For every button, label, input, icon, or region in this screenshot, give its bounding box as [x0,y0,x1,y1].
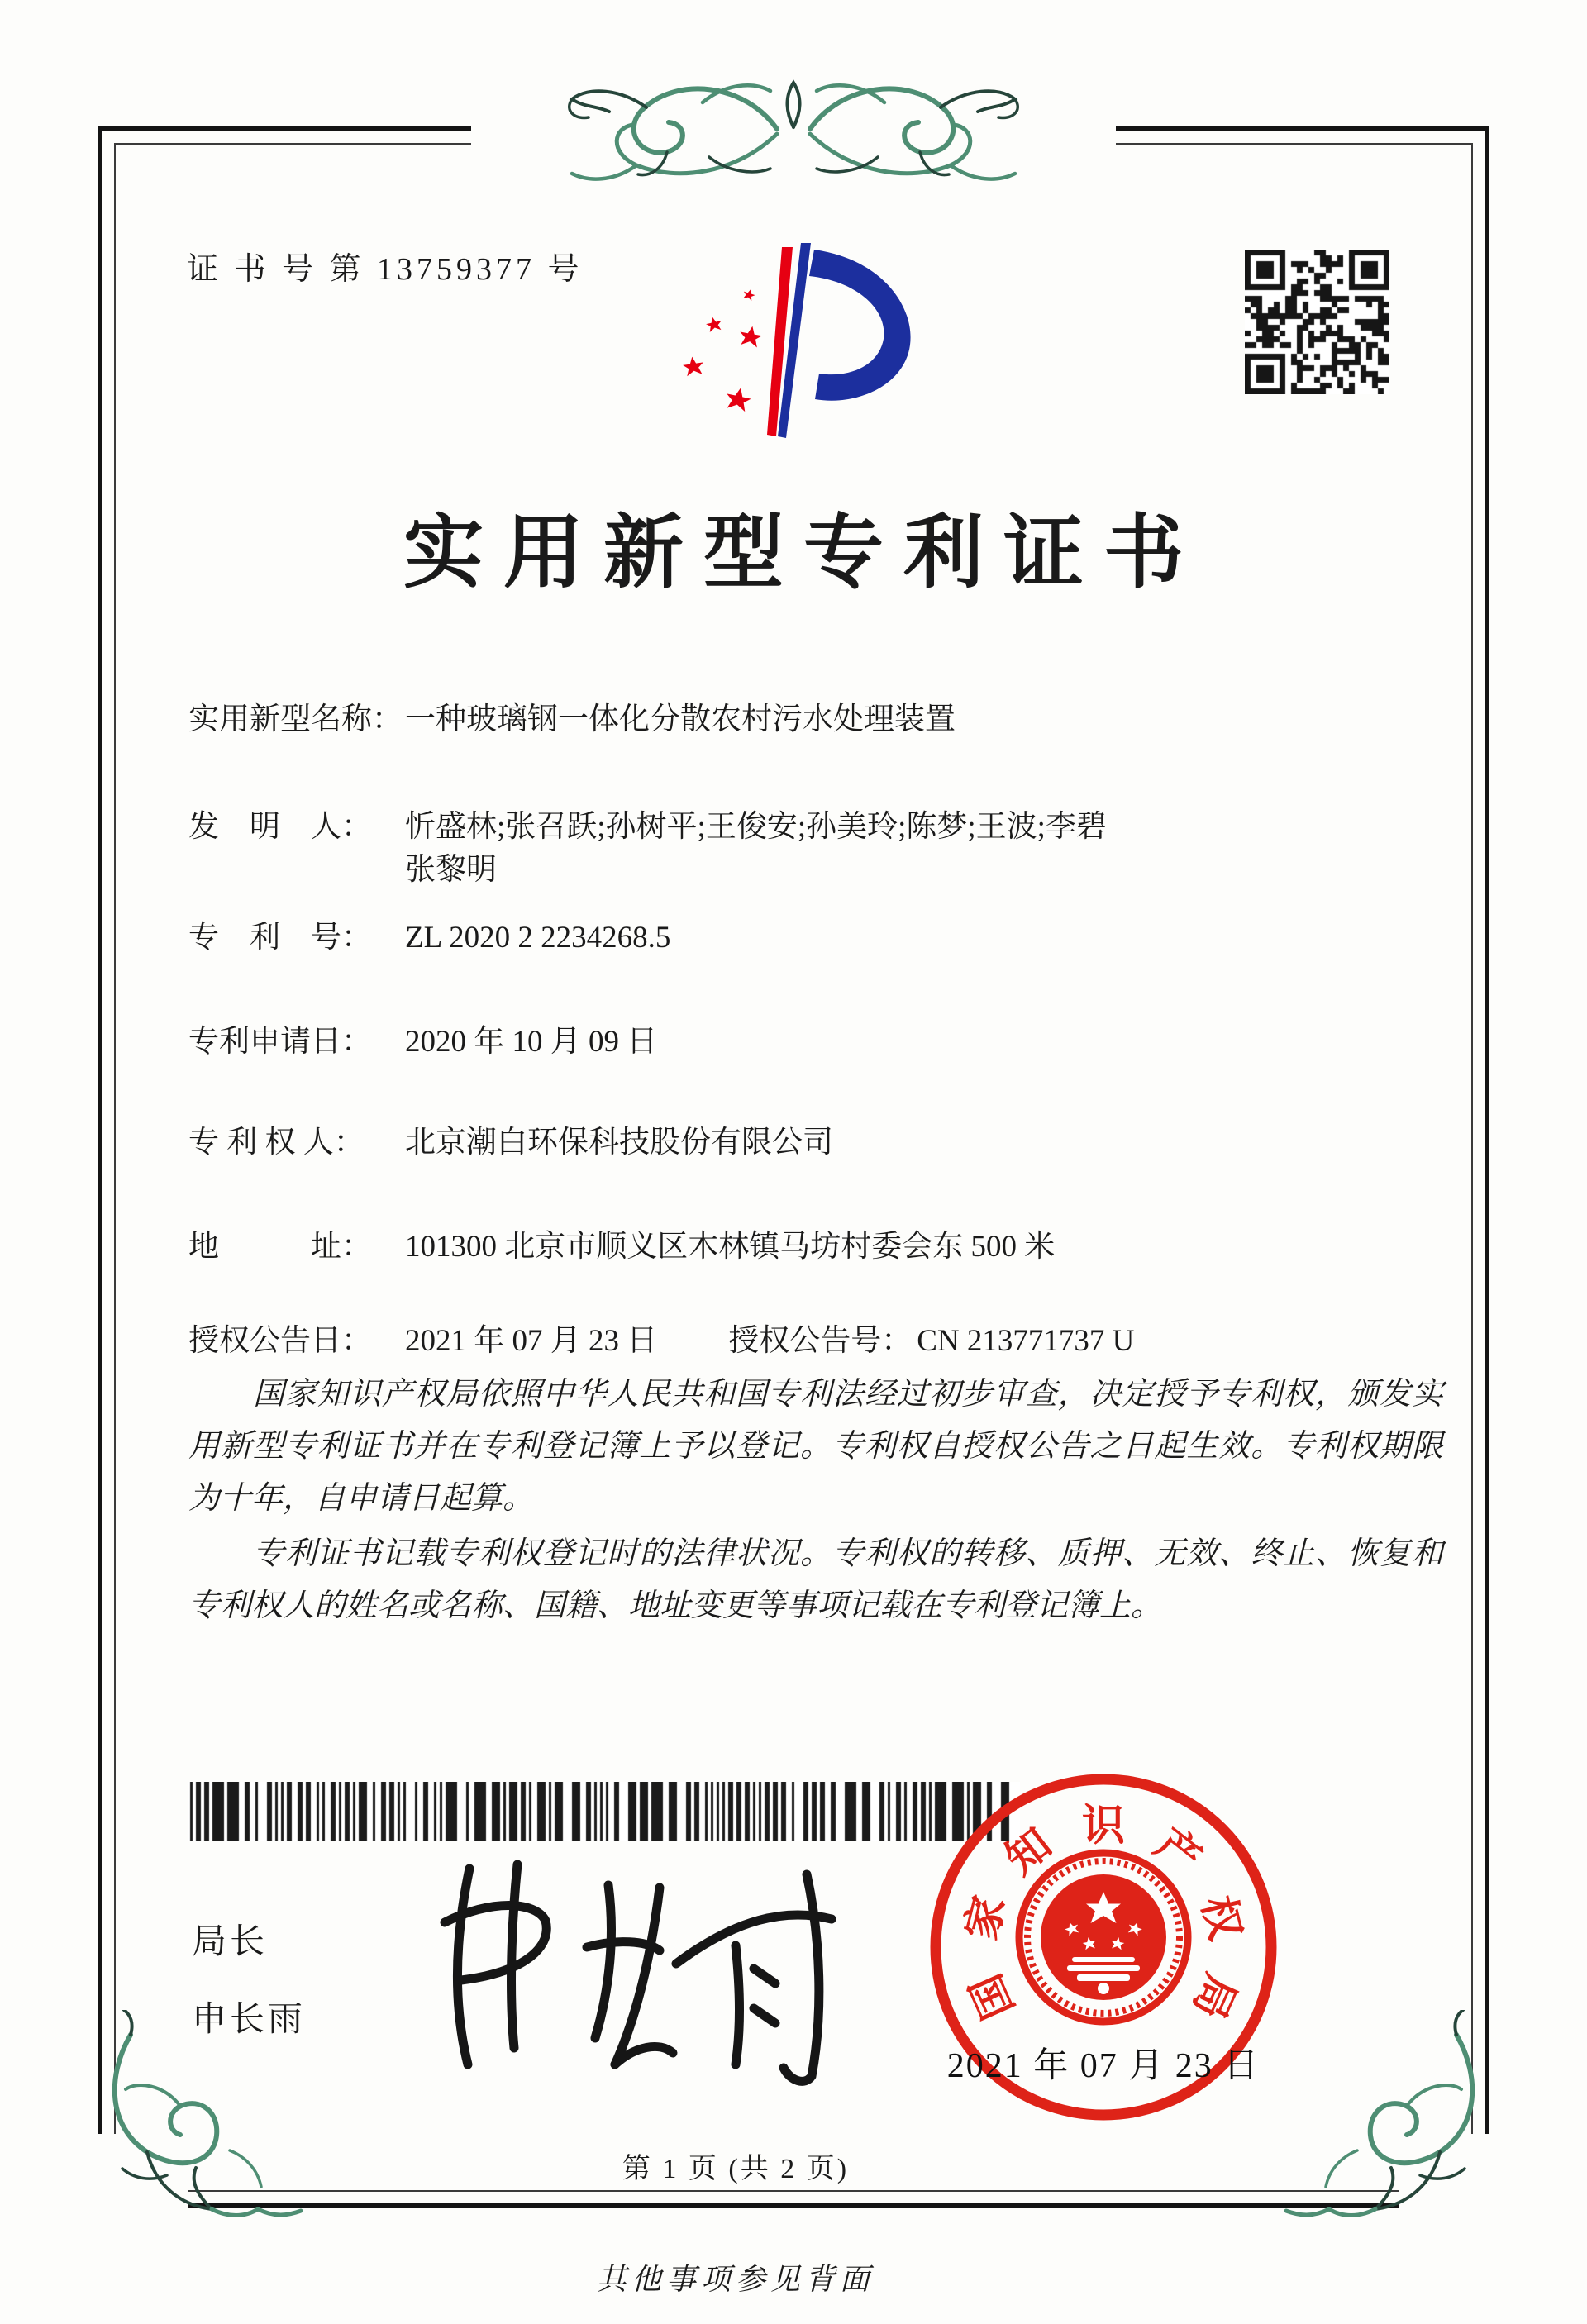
field-patent-number [188,917,1445,959]
inventors-line2: 张黎明 [405,852,497,887]
seal-date: 2021 年 07 月 23 日 [946,2047,1261,2085]
svg-text:局: 局 [1183,1967,1244,2026]
field-grant-row [188,1321,1445,1362]
svg-text:识: 识 [1081,1803,1126,1850]
svg-text:权: 权 [1192,1891,1249,1945]
corner-ornament-bottom-left [88,2010,304,2235]
svg-text:知: 知 [998,1820,1061,1884]
body-paragraph-2: 专利证书记载专利权登记时的法律状况。专利权的转移、质押、无效、终止、恢复和专利权人的姓名或名称、国籍、地址变更等事项记载在专利登记簿上。 [188,1536,1443,1623]
director-title: 局长 [192,1922,269,1960]
field-label: 发 明 人： [188,810,372,844]
field-filing-date [188,1022,1445,1063]
field-value: 2021 年 07 月 23 日 [405,1324,658,1358]
field-address [188,1226,1445,1268]
field-value [405,807,1445,891]
field-value: 北京潮白环保科技股份有限公司 [405,1126,833,1160]
svg-text:家: 家 [958,1891,1015,1945]
field-label: 地 址： [188,1230,372,1264]
field-label: 实用新型名称： [188,702,403,736]
field-label: 授权公告号： [728,1324,913,1358]
cnipa-logo [636,233,951,450]
field-value: 2020 年 10 月 09 日 [405,1025,658,1059]
field-utility-model-name [188,699,1445,741]
svg-text:产: 产 [1146,1820,1209,1884]
certificate-number: 证 书 号 第 13759377 号 [187,252,584,287]
field-value: ZL 2020 2 2234268.5 [405,921,671,955]
certificate-title: 实用新型专利证书 [403,509,1203,598]
national-emblem [1019,1853,1188,2022]
field-value: CN 213771737 U [917,1324,1135,1358]
svg-text:国: 国 [963,1967,1024,2026]
qr-code [1245,250,1389,394]
field-grant-number [728,1321,1134,1362]
director-name: 申长雨 [192,1999,307,2038]
field-label: 专 利 权 人： [188,1126,365,1160]
corner-ornament-bottom-right [1283,2010,1499,2235]
legal-body-text [188,1369,1443,1632]
field-label: 专利申请日： [188,1025,372,1059]
border-ornament-top [430,48,1157,210]
field-label: 授权公告日： [188,1324,372,1358]
field-patentee [188,1122,1445,1164]
field-label: 专 利 号： [188,921,372,955]
field-value: 101300 北京市顺义区木林镇马坊村委会东 500 米 [405,1230,1056,1264]
back-side-note: 其他事项参见背面 [596,2263,875,2296]
barcode [188,1782,1020,1841]
field-value: 一种玻璃钢一体化分散农村污水处理装置 [405,702,956,736]
page-number-info: 第 1 页 (共 2 页) [622,2154,850,2184]
inventors-line1: 忻盛林;张召跃;孙树平;王俊安;孙美玲;陈梦;王波;李碧 [405,810,1107,844]
director-signature [412,1840,858,2088]
body-paragraph-1: 国家知识产权局依照中华人民共和国专利法经过初步审查，决定授予专利权，颁发实用新型专利证书并在专利登记簿上予以登记。专利权自授权公告之日起生效。专利权期限为十年，自申请日起算。 [188,1377,1443,1516]
field-inventors [188,807,1445,891]
